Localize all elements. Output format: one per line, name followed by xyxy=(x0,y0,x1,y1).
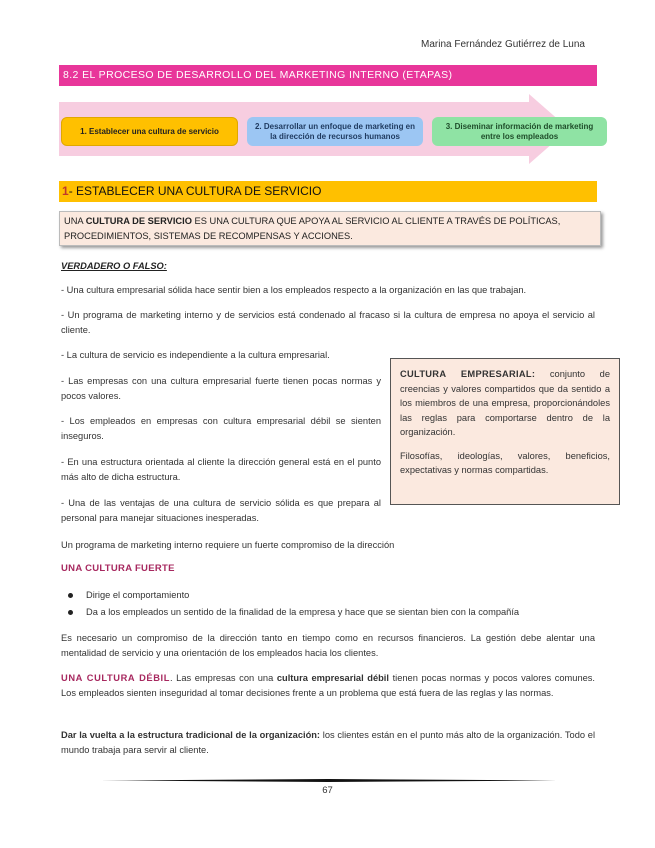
author-name: Marina Fernández Gutiérrez de Luna xyxy=(421,39,585,50)
step-2-box xyxy=(247,117,423,146)
list-item-text: Dirige el comportamiento xyxy=(86,590,190,600)
weak-culture-title: UNA CULTURA DÉBIL xyxy=(61,673,170,683)
inverted-structure-text: los clientes están en el punto más alto de la organización. Todo el mundo trabaja para servir al cliente. xyxy=(61,730,596,755)
quiz-item: - Los empleados en empresas con cultura empresarial débil se sienten inseguros. xyxy=(61,416,381,441)
definition-term: CULTURA DE SERVICIO xyxy=(85,216,192,226)
definition-prefix: UNA xyxy=(64,216,86,226)
weak-culture-text-2: tienen pocas normas y pocos valores comunes. Los empleados sienten inseguridad al tomar decisiones frente a un problema que está fuera de las reglas y las normas. xyxy=(61,673,596,698)
culture-definition-box xyxy=(390,358,620,505)
sidebox-note: Filosofías, ideologías, valores, beneficios, expectativas y normas compartidas. xyxy=(400,450,610,475)
quiz-item: - Una cultura empresarial sólida hace sentir bien a los empleados respecto a la organización en las que trabajan. xyxy=(61,285,527,295)
bullet-icon xyxy=(68,593,73,598)
commitment-paragraph: Es necesario un compromiso de la dirección tanto en tiempo como en recursos financieros. La gestión debe alentar una mentalidad de servicio y una orientación de los empleados hacia los clientes. xyxy=(61,633,595,658)
quiz-item: - La cultura de servicio es independiente a la cultura empresarial. xyxy=(61,350,330,360)
inverted-structure-bold: Dar la vuelta a la estructura tradicional de la organización: xyxy=(61,730,321,740)
subsection-heading xyxy=(59,181,597,202)
quiz-item: - Una de las ventajas de una cultura de servicio sólida es que prepara al personal para manejar situaciones inesperadas. xyxy=(61,498,381,523)
quiz-title: VERDADERO O FALSO: xyxy=(61,261,167,271)
strong-culture-list xyxy=(68,587,519,621)
step-3-box xyxy=(432,117,607,146)
list-item-text: Da a los empleados un sentido de la finalidad de la empresa y hace que se sientan bien con la compañía xyxy=(86,607,520,617)
heading-text: - ESTABLECER UNA CULTURA DE SERVICIO xyxy=(68,184,322,198)
page-number: 67 xyxy=(322,785,333,796)
quiz-item: - Las empresas con una cultura empresarial fuerte tienen pocas normas y pocos valores. xyxy=(61,376,381,401)
step-1-box: 1. Establecer una cultura de servicio xyxy=(61,117,238,146)
sidebox-definition: conjunto de creencias y valores compartidos que da sentido a los miembros de una empresa, proporcionándoles las reglas para comportarse dentro de la organización. xyxy=(400,369,610,437)
step-3-label: 3. Diseminar información de marketing entre los empleados xyxy=(445,121,594,141)
definition-rest: ES UNA CULTURA QUE APOYA AL SERVICIO AL CLIENTE A TRAVÉS DE POLÍTICAS, PROCEDIMIENTOS, SISTEMAS DE RECOMPENSAS Y ACCIONES. xyxy=(64,216,561,241)
list-item xyxy=(68,604,519,621)
weak-culture-bold: cultura empresarial débil xyxy=(276,673,389,683)
section-title: 8.2 EL PROCESO DE DESARROLLO DEL MARKETING INTERNO (ETAPAS) xyxy=(59,65,597,86)
weak-culture-text-1: . Las empresas con una xyxy=(169,673,277,683)
list-item xyxy=(68,587,519,604)
definition-box xyxy=(59,211,601,246)
bullet-icon xyxy=(68,610,73,615)
commitment-text: Un programa de marketing interno requiere un fuerte compromiso de la dirección xyxy=(61,540,395,550)
strong-culture-title: UNA CULTURA FUERTE xyxy=(61,563,175,574)
weak-culture-paragraph xyxy=(61,671,595,700)
quiz-item: - Un programa de marketing interno y de servicios está condenado al fracaso si la cultura de empresa no apoya el servicio al cliente. xyxy=(61,310,595,335)
step-2-label: 2. Desarrollar un enfoque de marketing en la dirección de recursos humanos xyxy=(254,121,416,141)
quiz-item: - En una estructura orientada al cliente la dirección general está en el punto más alto de dicha estructura. xyxy=(61,457,381,482)
footer-divider xyxy=(100,779,557,782)
sidebox-term: CULTURA EMPRESARIAL: xyxy=(400,369,536,379)
inverted-structure-paragraph xyxy=(61,728,595,757)
heading-number: 1 xyxy=(62,184,69,198)
